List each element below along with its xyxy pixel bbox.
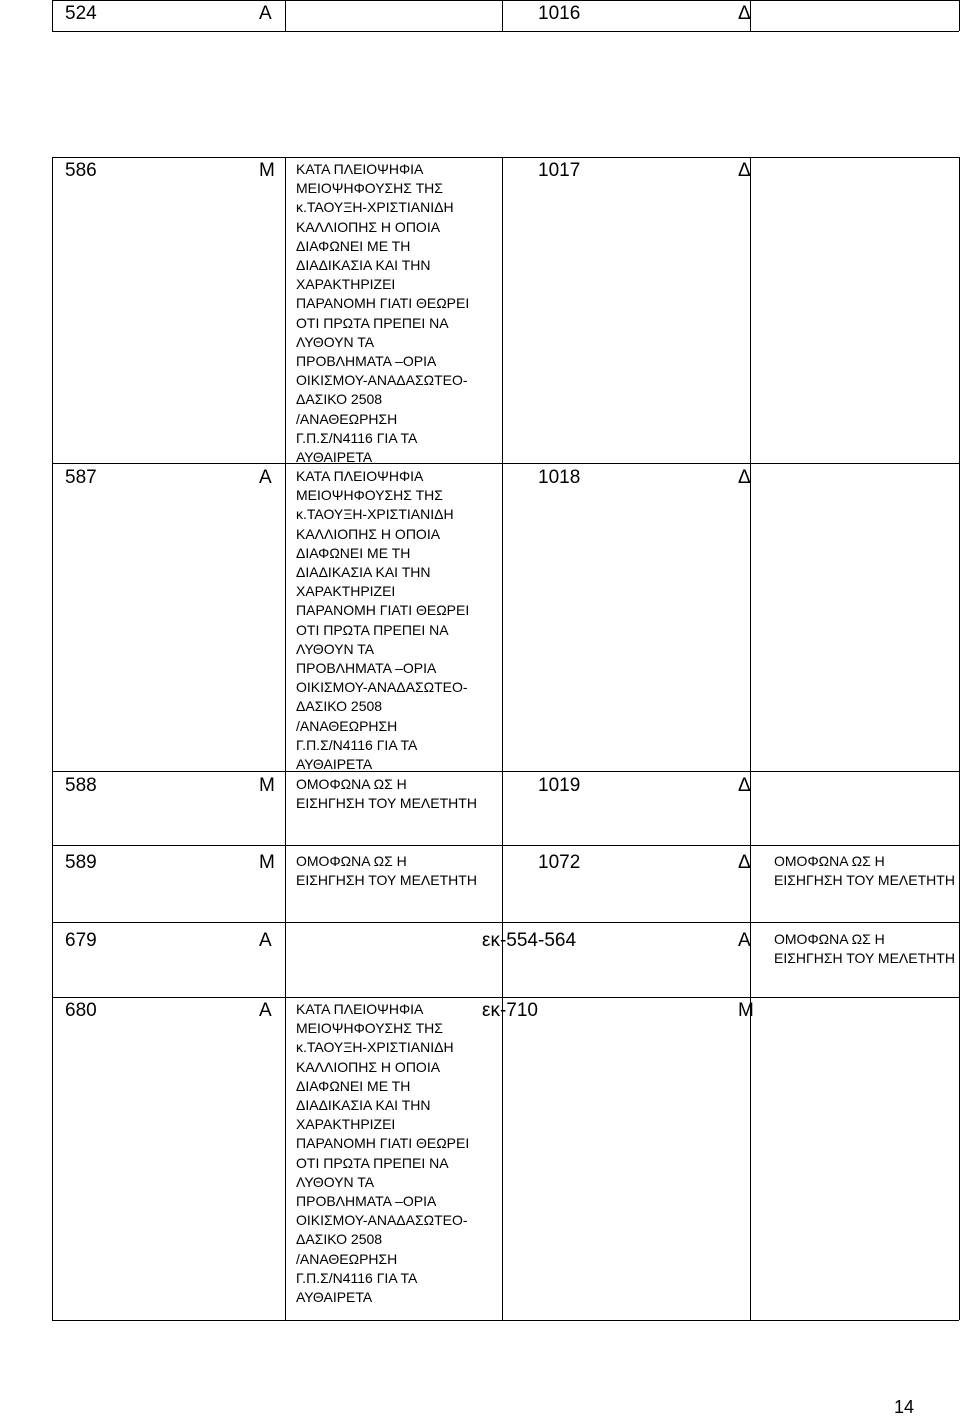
- description-line: ΟΤΙ ΠΡΩΤΑ ΠΡΕΠΕΙ ΝΑ: [296, 621, 449, 638]
- description-line: /ΑΝΑΘΕΩΡΗΣΗ: [296, 410, 398, 427]
- table-rule: [750, 157, 751, 845]
- description-line: ΔΑΣΙΚΟ 2508: [296, 698, 383, 715]
- table-rule: [52, 845, 959, 846]
- description-line: ΟΤΙ ΠΡΩΤΑ ΠΡΕΠΕΙ ΝΑ: [296, 1154, 449, 1171]
- description-line: ΜΕΙΟΨΗΦΟΥΣΗΣ ΤΗΣ: [296, 1020, 443, 1037]
- row-grade: Δ: [738, 467, 751, 488]
- table-rule: [52, 0, 959, 1]
- row-id: 679: [65, 930, 97, 951]
- row-grade: Δ: [738, 775, 751, 796]
- description-line: ΔΙΑΔΙΚΑΣΙΑ ΚΑΙ ΤΗΝ: [296, 1097, 431, 1113]
- row-category: Α: [259, 930, 272, 951]
- description-line: ΠΑΡΑΝΟΜΗ ΓΙΑΤΙ ΘΕΩΡΕΙ: [296, 602, 470, 619]
- description-line: ΚΑΛΛΙΟΠΗΣ Η ΟΠΟΙΑ: [296, 525, 441, 542]
- table-rule: [52, 157, 959, 158]
- row-category: Α: [259, 1000, 272, 1021]
- row-reference: εκ-710: [482, 1000, 538, 1021]
- table-rule: [285, 157, 286, 845]
- comment-line: ΟΜΟΦΩΝΑ ΩΣ Η: [774, 853, 885, 869]
- description-line: ΛΥΘΟΥΝ ΤΑ: [296, 1173, 375, 1190]
- description-line: κ.ΤΑΟΥΞΗ-ΧΡΙΣΤΙΑΝΙΔΗ: [296, 1039, 454, 1056]
- description-line: ΕΙΣΗΓΗΣΗ ΤΟΥ ΜΕΛΕΤΗΤΗ: [296, 795, 477, 812]
- description-line: ΠΡΟΒΛΗΜΑΤΑ –ΟΡΙΑ: [296, 1193, 437, 1209]
- table-rule: [52, 463, 959, 464]
- description-line: ΛΥΘΟΥΝ ΤΑ: [296, 333, 375, 350]
- description-line: ΠΑΡΑΝΟΜΗ ΓΙΑΤΙ ΘΕΩΡΕΙ: [296, 295, 470, 312]
- row-category: Μ: [259, 160, 275, 181]
- row-reference: 1017: [538, 160, 581, 181]
- table-rule: [52, 771, 959, 772]
- table-rule: [52, 922, 53, 997]
- description-line: ΧΑΡΑΚΤΗΡΙΖΕΙ: [296, 1116, 396, 1133]
- description-line: ΔΙΑΦΩΝΕΙ ΜΕ ΤΗ: [296, 237, 411, 254]
- description-line: ΔΙΑΔΙΚΑΣΙΑ ΚΑΙ ΤΗΝ: [296, 564, 431, 580]
- description-line: ΚΑΤΑ ΠΛΕΙΟΨΗΦΙΑ: [296, 1001, 424, 1017]
- description-line: ΧΑΡΑΚΤΗΡΙΖΕΙ: [296, 276, 396, 293]
- description-line: ΑΥΘΑΙΡΕΤΑ: [296, 756, 373, 772]
- row-id: 588: [65, 775, 97, 796]
- table-rule: [285, 845, 286, 922]
- description-line: ΚΑΛΛΙΟΠΗΣ Η ΟΠΟΙΑ: [296, 218, 441, 235]
- row-grade: Α: [738, 930, 751, 951]
- row-reference: εκ-554-564: [482, 930, 577, 951]
- table-rule: [502, 997, 503, 1320]
- table-rule: [52, 31, 959, 32]
- table-rule: [52, 845, 53, 922]
- table-rule: [750, 997, 751, 1320]
- row-category: Α: [259, 467, 272, 488]
- table-rule: [52, 1320, 959, 1321]
- row-category: Μ: [259, 775, 275, 796]
- description-line: ΟΜΟΦΩΝΑ ΩΣ Η: [296, 776, 407, 792]
- description-line: ΜΕΙΟΨΗΦΟΥΣΗΣ ΤΗΣ: [296, 180, 443, 197]
- row-category: Α: [259, 3, 272, 24]
- row-reference: 1018: [538, 467, 581, 488]
- row-id: 680: [65, 1000, 97, 1021]
- description-line: ΔΙΑΦΩΝΕΙ ΜΕ ΤΗ: [296, 544, 411, 561]
- description-line: ΟΙΚΙΣΜΟΥ-ΑΝΑΔΑΣΩΤΕΟ-: [296, 679, 468, 696]
- description-line: ΔΙΑΔΙΚΑΣΙΑ ΚΑΙ ΤΗΝ: [296, 257, 431, 273]
- table-rule: [52, 922, 959, 923]
- description-line: ΟΙΚΙΣΜΟΥ-ΑΝΑΔΑΣΩΤΕΟ-: [296, 372, 468, 389]
- table-rule: [52, 997, 959, 998]
- table-rule: [502, 845, 503, 922]
- table-rule: [52, 997, 53, 1320]
- table-rule: [285, 0, 286, 31]
- description-line: κ.ΤΑΟΥΞΗ-ΧΡΙΣΤΙΑΝΙΔΗ: [296, 506, 454, 523]
- table-rule: [52, 0, 53, 31]
- table-rule: [285, 997, 286, 1320]
- description-line: ΧΑΡΑΚΤΗΡΙΖΕΙ: [296, 583, 396, 600]
- description-line: ΚΑΤΑ ΠΛΕΙΟΨΗΦΙΑ: [296, 468, 424, 484]
- row-category: Μ: [259, 852, 275, 873]
- description-line: ΑΥΘΑΙΡΕΤΑ: [296, 449, 373, 465]
- description-line: ΟΙΚΙΣΜΟΥ-ΑΝΑΔΑΣΩΤΕΟ-: [296, 1212, 468, 1229]
- row-id: 524: [65, 3, 97, 24]
- row-grade: Δ: [738, 160, 751, 181]
- description-line: /ΑΝΑΘΕΩΡΗΣΗ: [296, 1250, 398, 1267]
- table-rule: [502, 0, 503, 31]
- row-grade: Δ: [738, 3, 751, 24]
- row-grade: Μ: [738, 1000, 754, 1021]
- description-line: ΜΕΙΟΨΗΦΟΥΣΗΣ ΤΗΣ: [296, 487, 443, 504]
- description-line: ΔΑΣΙΚΟ 2508: [296, 1231, 383, 1248]
- description-line: ΑΥΘΑΙΡΕΤΑ: [296, 1289, 373, 1305]
- description-line: ΟΤΙ ΠΡΩΤΑ ΠΡΕΠΕΙ ΝΑ: [296, 314, 449, 331]
- description-line: /ΑΝΑΘΕΩΡΗΣΗ: [296, 717, 398, 734]
- row-reference: 1016: [538, 3, 581, 24]
- row-id: 587: [65, 467, 97, 488]
- row-grade: Δ: [738, 852, 751, 873]
- description-line: ΠΡΟΒΛΗΜΑΤΑ –ΟΡΙΑ: [296, 353, 437, 369]
- table-rule: [285, 922, 286, 997]
- row-id: 589: [65, 852, 97, 873]
- row-id: 586: [65, 160, 97, 181]
- description-line: ΠΑΡΑΝΟΜΗ ΓΙΑΤΙ ΘΕΩΡΕΙ: [296, 1135, 470, 1152]
- description-line: Γ.Π.Σ/Ν4116 ΓΙΑ ΤΑ: [296, 1269, 418, 1286]
- comment-line: ΕΙΣΗΓΗΣΗ ΤΟΥ ΜΕΛΕΤΗΤΗ: [774, 950, 955, 967]
- description-line: Γ.Π.Σ/Ν4116 ΓΙΑ ΤΑ: [296, 736, 418, 753]
- description-line: ΔΙΑΦΩΝΕΙ ΜΕ ΤΗ: [296, 1077, 411, 1094]
- comment-line: ΕΙΣΗΓΗΣΗ ΤΟΥ ΜΕΛΕΤΗΤΗ: [774, 872, 955, 889]
- description-line: ΟΜΟΦΩΝΑ ΩΣ Η: [296, 853, 407, 869]
- page-number: 14: [893, 1397, 914, 1417]
- comment-line: ΟΜΟΦΩΝΑ ΩΣ Η: [774, 931, 885, 947]
- description-line: ΚΑΤΑ ΠΛΕΙΟΨΗΦΙΑ: [296, 161, 424, 177]
- description-line: κ.ΤΑΟΥΞΗ-ΧΡΙΣΤΙΑΝΙΔΗ: [296, 199, 454, 216]
- description-line: ΠΡΟΒΛΗΜΑΤΑ –ΟΡΙΑ: [296, 660, 437, 676]
- description-line: ΚΑΛΛΙΟΠΗΣ Η ΟΠΟΙΑ: [296, 1058, 441, 1075]
- description-line: ΕΙΣΗΓΗΣΗ ΤΟΥ ΜΕΛΕΤΗΤΗ: [296, 872, 477, 889]
- row-reference: 1072: [538, 852, 581, 873]
- description-line: ΔΑΣΙΚΟ 2508: [296, 391, 383, 408]
- table-rule: [502, 157, 503, 845]
- row-reference: 1019: [538, 775, 581, 796]
- table-rule: [52, 157, 53, 845]
- description-line: Γ.Π.Σ/Ν4116 ΓΙΑ ΤΑ: [296, 429, 418, 446]
- description-line: ΛΥΘΟΥΝ ΤΑ: [296, 640, 375, 657]
